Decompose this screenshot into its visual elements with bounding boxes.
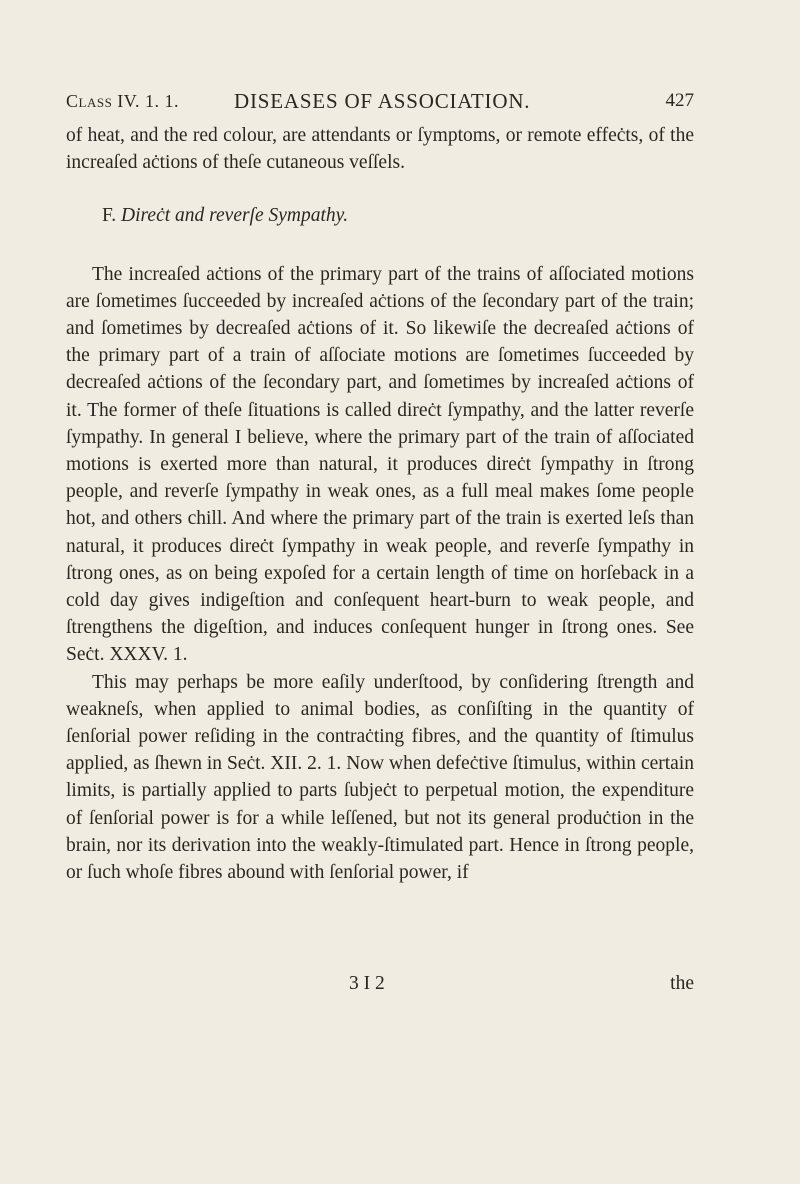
- signature-mark: 3 I 2: [349, 973, 385, 994]
- page-footer: [66, 970, 694, 998]
- body-text: [66, 122, 694, 886]
- section-heading: [66, 202, 694, 229]
- section-label: F.: [102, 205, 117, 227]
- class-label: Class IV. 1. 1.: [66, 91, 179, 111]
- paragraph-strength: This may perhaps be more eaſily underſtood, by conſidering ſtrength and weakneſs, when applied to animal bodies, as conſiſting in the quantity of ſenſorial power reſiding in the contraċting fibres, and the quantity of ſtimulus applied, as ſhewn in Seċt. XII. 2. 1. Now when defeċtive ſtimulus, within certain limits, is partially applied to parts ſubjeċt to perpetual motion, the expenditure of ſenſorial power is for a while leſſened, but not its general produċtion in the brain, nor its derivation into the weakly-ſtimulated part. Hence in ſtrong people, or ſuch whoſe fibres abound with ſenſorial power, if: [66, 671, 694, 884]
- page-number: 427: [665, 90, 694, 111]
- section-title: Direċt and reverſe Sympathy.: [121, 205, 349, 227]
- running-header: [66, 86, 694, 116]
- catchword: the: [670, 973, 694, 994]
- running-title: DISEASES OF ASSOCIATION.: [234, 89, 531, 113]
- paragraph-continued: of heat, and the red colour, are attendants or ſymptoms, or remote effeċts, of the increaſed aċtions of theſe cutaneous veſſels.: [66, 125, 694, 174]
- paragraph-sympathy: The increaſed aċtions of the primary part of the trains of aſſociated motions are ſometimes ſucceeded by increaſed aċtions of the ſecondary part of the train; and ſometimes by decreaſed aċtions of it. So likewiſe the decreaſed aċtions of the primary part of a train of aſſociate motions are ſometimes ſucceeded by decreaſed aċtions of the ſecondary part, and ſometimes by increaſed aċtions of it. The former of theſe ſituations is called direċt ſympathy, and the latter reverſe ſympathy. In general I believe, where the primary part of the train of aſſociated motions is exerted more than natural, it produces direċt ſympathy in ſtrong people, and reverſe ſympathy in weak ones, as a full meal makes ſome people hot, and others chill. And where the primary part of the train is exerted leſs than natural, it produces direċt ſympathy in weak people, and reverſe ſympathy in ſtrong ones, as on being expoſed for a certain length of time on horſeback in a cold day gives indigeſtion and conſequent heart-burn to weak people, and ſtrengthens the digeſtion, and induces conſequent hunger in ſtrong ones. See Seċt. XXXV. 1.: [66, 263, 694, 666]
